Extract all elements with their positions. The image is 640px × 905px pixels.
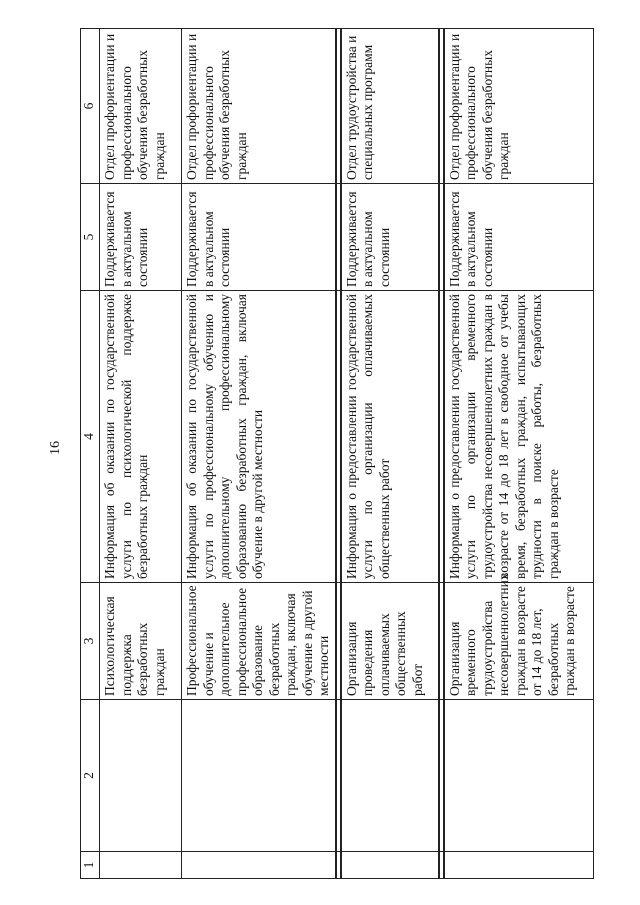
header-row: [81, 29, 100, 879]
cell-number: [100, 852, 182, 879]
header-col-6: 6: [81, 29, 100, 184]
cell-category: [444, 700, 594, 852]
cell-service: Организация временного трудоустройства несовершеннолетних граждан в возрасте от 14 до 18 лет, безработных граждан в возрасте: [444, 583, 594, 700]
cell-number: [341, 852, 439, 879]
cell-category: [100, 700, 182, 852]
header-col-4: 4: [81, 291, 100, 583]
cell-status: Поддерживается в актуальном состоянии: [182, 184, 336, 291]
header-col-5: 5: [81, 184, 100, 291]
cell-service: Психологическая поддержка безработных граждан: [100, 583, 182, 700]
cell-service: Профессиональное обучение и дополнительное профессиональное образование безработных граждан, включая обучение в другой местности: [182, 583, 336, 700]
cell-department: Отдел профориентации и профессионального обучения безработных граждан: [182, 29, 336, 184]
cell-status: Поддерживается в актуальном состоянии: [100, 184, 182, 291]
page-number: 16: [48, 441, 63, 455]
table-row: [341, 29, 439, 879]
cell-category: [182, 700, 336, 852]
cell-status: Поддерживается в актуальном состоянии: [341, 184, 439, 291]
cell-information: Информация об оказании по государственной услуги по психологической поддержке безработных граждан: [100, 291, 182, 583]
cell-category: [341, 700, 439, 852]
header-col-3: 3: [81, 583, 100, 700]
cell-status: Поддерживается в актуальном состоянии: [444, 184, 594, 291]
cell-information: Информация о предоставлении государственной услуги по организации оплачиваемых общественных работ: [341, 291, 439, 583]
cell-service: Организация проведения оплачиваемых общественных работ: [341, 583, 439, 700]
cell-department: Отдел профориентации и профессионального обучения безработных граждан: [444, 29, 594, 184]
cell-number: [444, 852, 594, 879]
header-col-1: 1: [81, 852, 100, 879]
cell-information: Информация о предоставлении государственной услуги по организации временного трудоустройства несовершеннолетних граждан в возрасте от 14 до 18 лет в свободное от учебы время, безработных граждан, испытывающих трудности в поиске работы, безработных граждан в возрасте: [444, 291, 594, 583]
table-row: [182, 29, 336, 879]
rotated-table-container: [80, 29, 618, 879]
cell-department: Отдел профориентации и профессионального обучения безработных граждан: [100, 29, 182, 184]
cell-number: [182, 852, 336, 879]
table-row: [444, 29, 594, 879]
header-col-2: 2: [81, 700, 100, 852]
table-row: [100, 29, 182, 879]
cell-department: Отдел трудоустройства и специальных программ: [341, 29, 439, 184]
services-table: [80, 28, 594, 879]
cell-information: Информация об оказании по государственной услуги по профессиональному обучению и дополнительному профессиональному образованию безработных граждан, включая обучение в другой местности: [182, 291, 336, 583]
